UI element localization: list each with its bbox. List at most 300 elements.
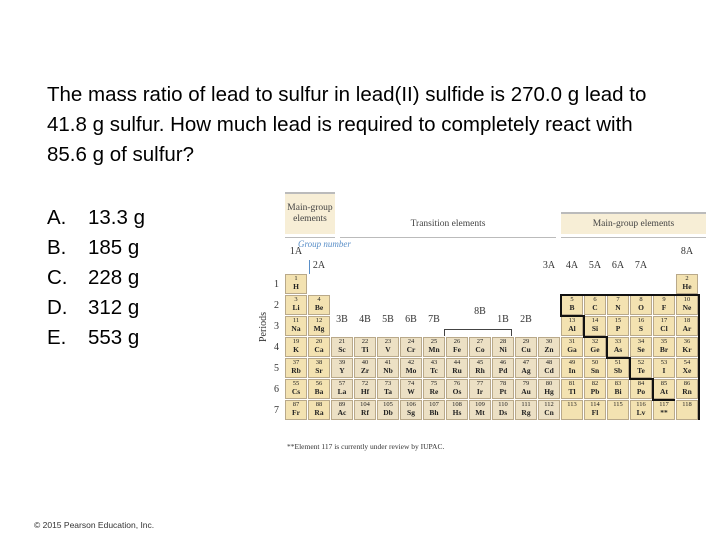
element-cell	[561, 295, 583, 315]
staircase-line	[629, 378, 652, 380]
atomic-number: 15	[614, 317, 622, 324]
atomic-number: 52	[637, 359, 645, 366]
staircase-line	[629, 357, 631, 379]
element-symbol: F	[661, 303, 667, 312]
choice-letter: A.	[47, 206, 67, 229]
element-cell	[285, 379, 307, 399]
element-symbol: C	[592, 303, 598, 312]
element-cell	[469, 400, 491, 420]
atomic-number: 82	[591, 380, 599, 387]
period-number: 3	[274, 321, 279, 332]
atomic-number: 89	[338, 401, 346, 408]
element-cell	[630, 400, 652, 420]
main-group-right-header: Main-group elements	[561, 212, 706, 234]
atomic-number: 2	[685, 275, 689, 282]
element-cell	[538, 379, 560, 399]
periods-label: Periods	[258, 312, 269, 342]
atomic-number: 78	[499, 380, 507, 387]
element-cell	[377, 358, 399, 378]
group-label: 2B	[520, 314, 532, 325]
element-cell	[308, 337, 330, 357]
element-cell	[285, 358, 307, 378]
element-symbol: Cn	[544, 408, 554, 417]
atomic-number: 54	[683, 359, 691, 366]
element-symbol: Mn	[428, 345, 440, 354]
element-cell	[331, 358, 353, 378]
element-cell	[561, 337, 583, 357]
element-symbol: Be	[314, 303, 324, 312]
element-cell	[607, 400, 629, 420]
element-symbol: Ba	[314, 387, 324, 396]
element-symbol: Zr	[360, 366, 370, 375]
atomic-number: 109	[475, 401, 485, 408]
element-symbol: Cs	[291, 387, 301, 396]
answer-choices	[47, 203, 145, 353]
element-symbol: Mo	[405, 366, 417, 375]
element-cell	[630, 358, 652, 378]
element-symbol: Cu	[521, 345, 531, 354]
element-cell	[538, 400, 560, 420]
element-cell	[584, 379, 606, 399]
atomic-number: 13	[568, 317, 576, 324]
element-cell	[561, 358, 583, 378]
atomic-number: 85	[660, 380, 668, 387]
element-cell	[676, 400, 698, 420]
group-label: 2A	[312, 260, 326, 271]
atomic-number: 5	[570, 296, 574, 303]
choice-letter: E.	[47, 326, 67, 349]
element-cell	[492, 379, 514, 399]
element-symbol: La	[337, 387, 347, 396]
element-cell	[423, 337, 445, 357]
atomic-number: 50	[591, 359, 599, 366]
element-cell	[538, 358, 560, 378]
atomic-number: 111	[521, 401, 531, 408]
element-symbol: Ta	[383, 387, 393, 396]
element-cell	[400, 379, 422, 399]
period-number: 4	[274, 342, 279, 353]
element-symbol: Pt	[499, 387, 507, 396]
element-cell	[285, 274, 307, 294]
group-label: 1A	[289, 246, 303, 257]
choice-e[interactable]	[47, 323, 145, 353]
element-symbol: Fe	[453, 345, 461, 354]
atomic-number: 21	[338, 338, 346, 345]
element-symbol: Co	[475, 345, 485, 354]
atomic-number: 55	[292, 380, 300, 387]
choice-letter: C.	[47, 266, 68, 289]
element-symbol: Cd	[544, 366, 554, 375]
atomic-number: 115	[613, 401, 623, 408]
atomic-number: 17	[660, 317, 668, 324]
element-cell	[584, 337, 606, 357]
atomic-number: 35	[660, 338, 668, 345]
atomic-number: 10	[683, 296, 691, 303]
element-symbol: Rb	[291, 366, 301, 375]
atomic-number: 32	[591, 338, 599, 345]
atomic-number: 31	[568, 338, 576, 345]
atomic-number: 48	[545, 359, 553, 366]
atomic-number: 22	[361, 338, 369, 345]
element-symbol: N	[615, 303, 621, 312]
element-symbol: I	[662, 366, 666, 375]
atomic-number: 1	[294, 275, 298, 282]
group-label: 4A	[565, 260, 579, 271]
staircase-line	[560, 294, 562, 316]
header-divider	[285, 237, 335, 238]
staircase-line	[560, 315, 583, 317]
atomic-number: 81	[568, 380, 576, 387]
element-cell	[423, 379, 445, 399]
group-label: 1B	[497, 314, 509, 325]
atomic-number: 18	[683, 317, 691, 324]
periodic-table	[258, 192, 706, 456]
period-number: 2	[274, 300, 279, 311]
element-cell	[446, 379, 468, 399]
element-cell	[607, 379, 629, 399]
atomic-number: 8	[639, 296, 643, 303]
atomic-number: 74	[407, 380, 415, 387]
atomic-number: 27	[476, 338, 484, 345]
copyright: © 2015 Pearson Education, Inc.	[34, 520, 155, 530]
main-group-left-header: Main-group elements	[285, 192, 335, 234]
atomic-number: 79	[522, 380, 530, 387]
atomic-number: 51	[614, 359, 622, 366]
element-cell	[308, 358, 330, 378]
element-cell	[607, 295, 629, 315]
atomic-number: 47	[522, 359, 530, 366]
element-symbol: Hs	[452, 408, 462, 417]
group-label: 8B	[474, 306, 486, 317]
atomic-number: 72	[361, 380, 369, 387]
element-symbol: Bh	[429, 408, 439, 417]
element-cell	[653, 295, 675, 315]
atomic-number: 34	[637, 338, 645, 345]
choice-text: 553 g	[88, 326, 140, 349]
element-symbol: Nb	[383, 366, 393, 375]
element-symbol: O	[638, 303, 644, 312]
atomic-number: 110	[498, 401, 508, 408]
atomic-number: 23	[384, 338, 392, 345]
element-symbol: Mt	[475, 408, 485, 417]
atomic-number: 113	[567, 401, 577, 408]
element-symbol: Ti	[361, 345, 369, 354]
element-symbol: Sr	[315, 366, 323, 375]
element-symbol: Kr	[682, 345, 692, 354]
atomic-number: 84	[637, 380, 645, 387]
element-symbol: Ir	[476, 387, 484, 396]
element-cell	[653, 358, 675, 378]
element-cell	[446, 358, 468, 378]
staircase-line	[583, 315, 585, 337]
group-number-note: Group number	[298, 239, 351, 249]
element-symbol: Ar	[682, 324, 692, 333]
element-symbol: Ac	[337, 408, 347, 417]
atomic-number: 20	[315, 338, 323, 345]
element-symbol: Al	[568, 324, 576, 333]
element-symbol: Ne	[682, 303, 692, 312]
atomic-number: 28	[499, 338, 507, 345]
staircase-line	[652, 399, 675, 401]
element-cell	[331, 400, 353, 420]
element-cell	[607, 358, 629, 378]
element-symbol: Ga	[567, 345, 577, 354]
atomic-number: 77	[476, 380, 484, 387]
group-label: 5B	[382, 314, 394, 325]
atomic-number: 36	[683, 338, 691, 345]
element-cell	[400, 337, 422, 357]
period-number: 7	[274, 405, 279, 416]
choice-b[interactable]	[47, 233, 145, 263]
atomic-number: 38	[315, 359, 323, 366]
group-8b-bracket	[444, 329, 512, 336]
atomic-number: 16	[637, 317, 645, 324]
element-symbol: Rg	[521, 408, 531, 417]
element-symbol: Hf	[360, 387, 370, 396]
element-symbol: P	[615, 324, 621, 333]
element-cell	[584, 316, 606, 336]
element-cell	[308, 316, 330, 336]
element-cell	[308, 400, 330, 420]
element-symbol: Au	[521, 387, 531, 396]
choice-c[interactable]	[47, 263, 145, 293]
element-cell	[423, 358, 445, 378]
atomic-number: 26	[453, 338, 461, 345]
element-cell	[653, 316, 675, 336]
choice-text: 228 g	[88, 266, 140, 289]
atomic-number: 39	[338, 359, 346, 366]
element-symbol: Fr	[292, 408, 300, 417]
atomic-number: 112	[544, 401, 554, 408]
element-cell	[308, 379, 330, 399]
element-symbol: S	[638, 324, 644, 333]
atomic-number: 44	[453, 359, 461, 366]
element-cell	[515, 400, 537, 420]
atomic-number: 46	[499, 359, 507, 366]
element-symbol: V	[385, 345, 391, 354]
atomic-number: 108	[452, 401, 462, 408]
element-cell	[653, 400, 675, 420]
element-cell	[676, 316, 698, 336]
element-symbol: Tl	[568, 387, 576, 396]
element-cell	[676, 274, 698, 294]
atomic-number: 75	[430, 380, 438, 387]
element-cell	[653, 379, 675, 399]
element-cell	[676, 337, 698, 357]
element-cell	[630, 316, 652, 336]
element-symbol: Ge	[590, 345, 600, 354]
element-symbol: Ra	[314, 408, 324, 417]
element-symbol: Tc	[430, 366, 438, 375]
period-number: 1	[274, 279, 279, 290]
element-symbol: Na	[291, 324, 301, 333]
element-symbol: Sn	[590, 366, 600, 375]
element-symbol: Hg	[544, 387, 554, 396]
group-label: 8A	[680, 246, 694, 257]
element-cell	[561, 400, 583, 420]
element-symbol: Ds	[498, 408, 508, 417]
element-symbol: Pb	[590, 387, 600, 396]
element-symbol: Rn	[682, 387, 692, 396]
atomic-number: 86	[683, 380, 691, 387]
header-divider	[340, 237, 556, 238]
choice-text: 185 g	[88, 236, 140, 259]
atomic-number: 33	[614, 338, 622, 345]
atomic-number: 45	[476, 359, 484, 366]
atomic-number: 11	[292, 317, 300, 324]
element-symbol: H	[293, 282, 299, 291]
element-cell	[607, 316, 629, 336]
atomic-number: 49	[568, 359, 576, 366]
element-cell	[630, 337, 652, 357]
element-symbol: Cl	[660, 324, 668, 333]
element-cell	[676, 295, 698, 315]
element-symbol: Sc	[338, 345, 346, 354]
element-cell	[354, 400, 376, 420]
atomic-number: 107	[429, 401, 439, 408]
staircase-line	[606, 357, 629, 359]
atomic-number: 6	[593, 296, 597, 303]
element-cell	[492, 400, 514, 420]
element-symbol: Ag	[521, 366, 531, 375]
element-cell	[377, 379, 399, 399]
element-cell	[285, 316, 307, 336]
atomic-number: 30	[545, 338, 553, 345]
footnote: **Element 117 is currently under review by IUPAC.	[287, 442, 445, 451]
element-symbol: Sg	[407, 408, 415, 417]
atomic-number: 57	[338, 380, 346, 387]
choice-letter: D.	[47, 296, 68, 319]
element-cell	[331, 379, 353, 399]
element-cell	[308, 295, 330, 315]
atomic-number: 105	[383, 401, 393, 408]
element-symbol: Te	[637, 366, 645, 375]
staircase-line	[652, 378, 654, 400]
atomic-number: 56	[315, 380, 323, 387]
element-symbol: Se	[637, 345, 645, 354]
element-cell	[377, 400, 399, 420]
atomic-number: 76	[453, 380, 461, 387]
atomic-number: 83	[614, 380, 622, 387]
element-symbol: Re	[429, 387, 439, 396]
choice-a[interactable]	[47, 203, 145, 233]
atomic-number: 117	[659, 401, 669, 408]
staircase-line	[606, 336, 608, 358]
element-symbol: Li	[292, 303, 300, 312]
atomic-number: 118	[682, 401, 692, 408]
element-cell	[354, 337, 376, 357]
element-cell	[377, 337, 399, 357]
element-symbol: Ru	[452, 366, 462, 375]
element-cell	[400, 400, 422, 420]
element-cell	[469, 358, 491, 378]
atomic-number: 114	[590, 401, 600, 408]
group-label: 3A	[542, 260, 556, 271]
element-symbol: In	[568, 366, 576, 375]
choice-letter: B.	[47, 236, 67, 259]
element-cell	[354, 379, 376, 399]
atomic-number: 3	[294, 296, 298, 303]
atomic-number: 37	[292, 359, 300, 366]
staircase-line	[560, 294, 699, 296]
element-cell	[561, 316, 583, 336]
element-cell	[607, 337, 629, 357]
atomic-number: 104	[360, 401, 370, 408]
atomic-number: 40	[361, 359, 369, 366]
atomic-number: 41	[384, 359, 392, 366]
element-symbol: Br	[659, 345, 669, 354]
atomic-number: 88	[315, 401, 323, 408]
header-divider	[561, 237, 706, 238]
choice-text: 13.3 g	[88, 206, 145, 229]
atomic-number: 4	[317, 296, 321, 303]
atomic-number: 80	[545, 380, 553, 387]
element-symbol: As	[613, 345, 623, 354]
group-label: 6B	[405, 314, 417, 325]
element-symbol: **	[660, 408, 668, 417]
atomic-number: 73	[384, 380, 392, 387]
element-symbol: W	[407, 387, 415, 396]
atomic-number: 7	[616, 296, 620, 303]
atomic-number: 43	[430, 359, 438, 366]
element-cell	[469, 337, 491, 357]
element-symbol: Sb	[613, 366, 623, 375]
element-cell	[446, 337, 468, 357]
element-symbol: Mg	[313, 324, 325, 333]
element-cell	[630, 379, 652, 399]
atomic-number: 14	[591, 317, 599, 324]
group-label: 7B	[428, 314, 440, 325]
element-cell	[400, 358, 422, 378]
period-number: 5	[274, 363, 279, 374]
element-cell	[469, 379, 491, 399]
element-symbol: K	[293, 345, 299, 354]
staircase-line	[583, 336, 606, 338]
element-cell	[653, 337, 675, 357]
element-symbol: Cr	[406, 345, 416, 354]
element-cell	[492, 337, 514, 357]
element-symbol: Fl	[591, 408, 599, 417]
atomic-number: 24	[407, 338, 415, 345]
period-number: 6	[274, 384, 279, 395]
element-cell	[561, 379, 583, 399]
element-cell	[331, 337, 353, 357]
element-symbol: Pd	[498, 366, 508, 375]
element-cell	[285, 337, 307, 357]
element-cell	[354, 358, 376, 378]
group-label: 7A	[634, 260, 648, 271]
element-cell	[538, 337, 560, 357]
atomic-number: 53	[660, 359, 668, 366]
element-symbol: Lv	[636, 408, 646, 417]
group-label: 3B	[336, 314, 348, 325]
element-cell	[515, 358, 537, 378]
element-cell	[584, 400, 606, 420]
element-symbol: Zn	[544, 345, 554, 354]
element-symbol: B	[569, 303, 575, 312]
atomic-number: 106	[406, 401, 416, 408]
element-cell	[630, 295, 652, 315]
element-cell	[423, 400, 445, 420]
element-cell	[285, 295, 307, 315]
element-cell	[584, 358, 606, 378]
element-cell	[446, 400, 468, 420]
element-symbol: Ca	[314, 345, 324, 354]
staircase-line	[698, 294, 700, 420]
choice-d[interactable]	[47, 293, 145, 323]
element-symbol: Y	[339, 366, 345, 375]
element-symbol: Bi	[614, 387, 622, 396]
